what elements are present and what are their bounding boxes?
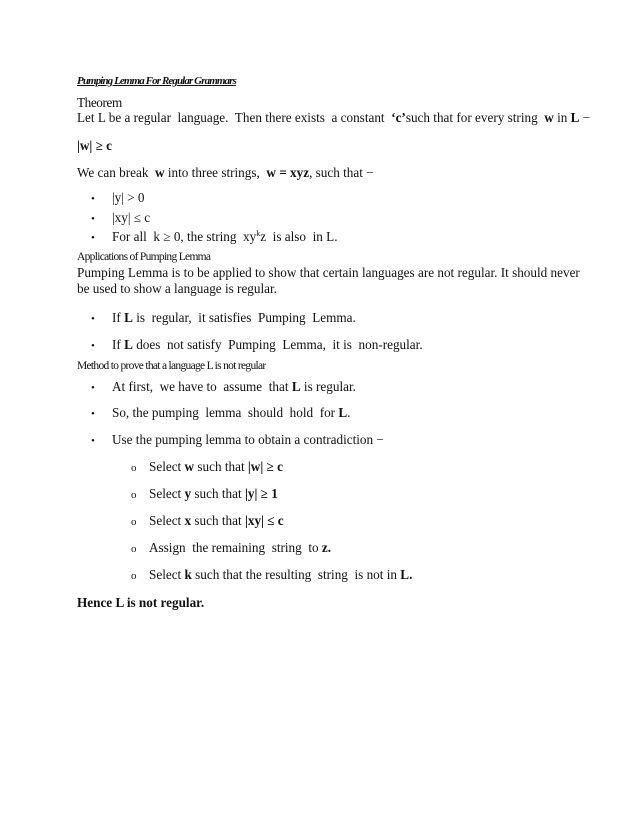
- method-step: At first, we have to assume that L is regular.: [112, 379, 356, 394]
- condition-item: |xy| ≤ c: [112, 210, 151, 225]
- method-step: Use the pumping lemma to obtain a contradiction −: [112, 432, 384, 447]
- condition-item: For all k ≥ 0, the string $xy^kz$ is also in L.: [112, 229, 338, 244]
- theorem-break-line: We can break w into three strings, w = xyz, such that −: [77, 165, 374, 180]
- theorem-heading: Theorem: [77, 95, 122, 110]
- bullet-icon: •: [91, 340, 95, 352]
- bullet-icon: •: [91, 213, 95, 225]
- method-step: So, the pumping lemma should hold for L.: [112, 405, 351, 420]
- application-item: If L is regular, it satisfies Pumping Lemma.: [112, 310, 356, 325]
- hollow-bullet-icon: o: [131, 462, 137, 474]
- method-substep: Assign the remaining string to z.: [149, 540, 332, 555]
- theorem-condition: |w| ≥ c: [77, 138, 113, 153]
- hollow-bullet-icon: o: [131, 516, 137, 528]
- applications-heading: Applications of Pumping Lemma: [77, 251, 211, 263]
- application-item: If L does not satisfy Pumping Lemma, it is non-regular.: [112, 337, 423, 352]
- hollow-bullet-icon: o: [131, 489, 137, 501]
- theorem-statement: Let L be a regular language. Then there exists a constant ‘c’such that for every string w in L −: [77, 110, 591, 125]
- applications-paragraph-line: Pumping Lemma is to be applied to show that certain languages are not regular. It should never: [77, 265, 580, 280]
- bullet-icon: •: [91, 232, 95, 244]
- bullet-icon: •: [91, 435, 95, 447]
- applications-paragraph-line: be used to show a language is regular.: [77, 281, 277, 296]
- method-heading: Method to prove that a language L is not regular: [77, 360, 266, 372]
- conclusion: Hence L is not regular.: [77, 595, 205, 610]
- method-substep: Select y such that |y| ≥ 1: [149, 486, 278, 501]
- document-title: Pumping Lemma For Regular Grammars: [77, 75, 236, 87]
- method-substep: Select k such that the resulting string is not in L.: [149, 567, 413, 582]
- hollow-bullet-icon: o: [131, 543, 137, 555]
- bullet-icon: •: [91, 408, 95, 420]
- method-substep: Select w such that |w| ≥ c: [149, 459, 283, 474]
- bullet-icon: •: [91, 193, 95, 205]
- method-substep: Select x such that |xy| ≤ c: [149, 513, 284, 528]
- bullet-icon: •: [91, 382, 95, 394]
- hollow-bullet-icon: o: [131, 570, 137, 582]
- condition-item: |y| > 0: [112, 190, 145, 205]
- bullet-icon: •: [91, 313, 95, 325]
